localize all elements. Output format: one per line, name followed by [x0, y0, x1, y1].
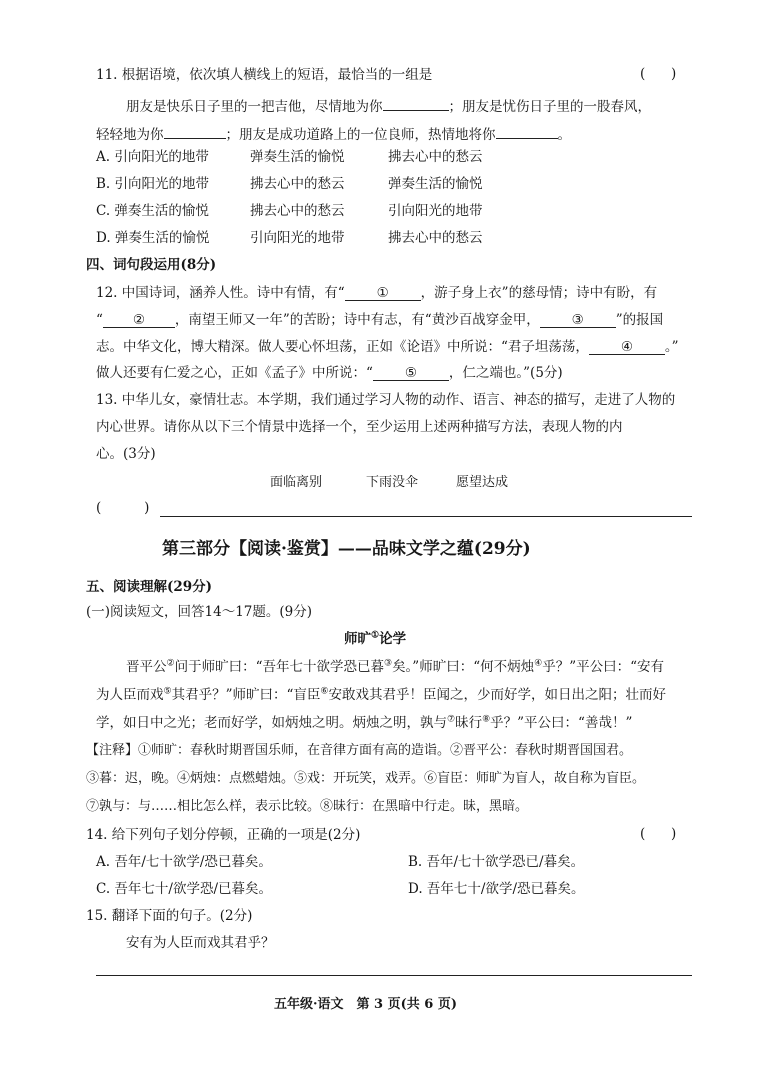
q15-sentence: 安有为人臣而戏其君乎？: [126, 935, 275, 951]
article-paragraph-line3: [96, 714, 632, 732]
q12-text: 。”: [664, 339, 679, 355]
q12-text: ，游子身上衣”的慈母情；诗中有盼，有: [420, 285, 658, 301]
article-title-text: 论学: [379, 631, 407, 647]
q12-blank-2[interactable]: ②: [103, 311, 175, 328]
q11-option-c[interactable]: C. 弹奏生活的愉悦: [96, 203, 209, 219]
q12-blank-3[interactable]: ③: [540, 311, 616, 328]
q11-option-b-part3: 弹奏生活的愉悦: [388, 176, 483, 192]
q12-text: ”的报国: [615, 312, 664, 328]
q11-blank-3[interactable]: [496, 122, 558, 139]
q11-text: ；朋友是忧伤日子里的一股春风，: [448, 99, 651, 115]
q12-line3: [96, 338, 679, 356]
article-title-text: 师旷: [344, 631, 371, 647]
footnote-mark: ⑤: [163, 686, 172, 697]
q12-text: 志。中华文化，博大精深。做人要心怀坦荡，正如《论语》中所说：“君子坦荡荡，: [96, 339, 589, 355]
q12-blank-4[interactable]: ④: [589, 338, 665, 355]
page-footer: 五年级·语文 第 3 页(共 6 页): [274, 997, 458, 1012]
q14-option-d[interactable]: D. 吾年七十/欲学/恐已暮矣。: [408, 881, 585, 897]
q14-answer-paren[interactable]: ( ): [640, 826, 677, 842]
footnote-mark: ①: [371, 630, 380, 641]
q12-line4: [96, 364, 563, 382]
footnote-mark: ②: [166, 658, 175, 669]
q15-stem: 15. 翻译下面的句子。(2分): [86, 908, 253, 924]
q12-text: ，仁之端也。”(5分): [448, 365, 563, 381]
footnote-mark: ④: [534, 658, 543, 669]
footnote-mark: ③: [383, 658, 393, 669]
q13-answer-line[interactable]: [160, 516, 692, 517]
q13-line1: 13. 中华儿女，豪情壮志。本学期，我们通过学习人物的动作、语言、神态的描写，走进了人物的: [96, 392, 676, 408]
q14-option-c[interactable]: C. 吾年七十/欲学恐/已暮矣。: [96, 881, 273, 897]
article-text: 晋平公: [126, 659, 167, 675]
notes-line1: 【注释】①师旷：春秋时期晋国乐师，在音律方面有高的造诣。②晋平公：春秋时期晋国国君。: [86, 743, 633, 758]
q12-text: “: [96, 312, 103, 328]
q12-blank-5[interactable]: ⑤: [373, 364, 449, 381]
q11-option-a[interactable]: A. 引向阳光的地带: [96, 149, 209, 165]
notes-line2: ③暮：迟，晚。④炳烛：点燃蜡烛。⑤戏：开玩笑，戏弄。⑥盲臣：师旷为盲人，故自称为盲臣。: [86, 771, 646, 786]
article-text: 为人臣而戏: [96, 687, 164, 703]
q12-text: ，南望王师又一年”的苦盼；诗中有志，有“黄沙百战穿金甲，: [174, 312, 540, 328]
q11-option-d-part3: 拂去心中的愁云: [388, 230, 483, 246]
q12-text: 做人还要有仁爱之心，正如《孟子》中所说：“: [96, 365, 373, 381]
article-text: 其君乎？”师旷曰：“盲臣: [171, 687, 321, 703]
subsection-1-heading: (一)阅读短文，回答14～17题。(9分): [86, 604, 313, 620]
q14-stem: 14. 给下列句子划分停顿，正确的一项是(2分): [86, 827, 361, 843]
article-text: 矣。”师旷曰：“何不炳烛: [392, 659, 535, 675]
footnote-mark: ⑥: [320, 686, 329, 697]
q11-option-c-part2: 拂去心中的愁云: [250, 203, 345, 219]
q14-option-a[interactable]: A. 吾年/七十欲学/恐已暮矣。: [96, 854, 272, 870]
footnote-mark: ⑧: [482, 714, 491, 725]
q11-answer-paren[interactable]: ( ): [640, 66, 677, 82]
q12-line2: [96, 311, 663, 329]
section-5-heading: 五、阅读理解(29分): [86, 579, 213, 595]
q11-option-a-part2: 弹奏生活的愉悦: [250, 149, 345, 165]
q11-stem: 11. 根据语境，依次填人横线上的短语，最恰当的一组是: [96, 67, 433, 83]
q14-option-b[interactable]: B. 吾年/七十欲学恐已/暮矣。: [408, 854, 585, 870]
q13-choice-3: 愿望达成: [456, 475, 509, 490]
article-title: [344, 630, 406, 648]
q12-blank-1[interactable]: ①: [345, 284, 421, 301]
article-text: 昧行: [455, 715, 483, 731]
article-text: 学，如日中之光；老而好学，如炳烛之明。炳烛之明，孰与: [96, 715, 447, 731]
q11-text: 轻轻地为你: [96, 127, 164, 143]
q13-line2: 内心世界。请你从以下三个情景中选择一个，至少运用上述两种描写方法，表现人物的内: [96, 419, 623, 435]
part-3-heading: 第三部分【阅读·鉴赏】——品味文学之蕴(29分): [162, 539, 531, 559]
article-text: 安敢戏其君乎！臣闻之，少而好学，如日出之阳；壮而好: [328, 687, 666, 703]
q11-passage-line1: [126, 94, 651, 116]
q11-option-b-part2: 拂去心中的愁云: [250, 176, 345, 192]
article-text: 乎？”平公曰：“善哉！”: [490, 715, 633, 731]
q13-choice-1: 面临离别: [270, 475, 323, 490]
article-paragraph-line2: [96, 686, 666, 704]
q11-option-c-part3: 引向阳光的地带: [388, 203, 483, 219]
notes-line3: ⑦孰与：与……相比怎么样，表示比较。⑧昧行：在黑暗中行走。昧，黑暗。: [86, 799, 529, 814]
section-4-heading: 四、词句段运用(8分): [86, 257, 217, 273]
article-paragraph-line1: [126, 658, 664, 676]
q12-line1: [96, 284, 657, 302]
article-text: 乎？”平公曰：“安有: [542, 659, 665, 675]
q12-text: 12. 中国诗词，涵养人性。诗中有情，有“: [96, 285, 345, 301]
q11-text: 朋友是快乐日子里的一把吉他，尽情地为你: [126, 99, 383, 115]
q11-option-d[interactable]: D. 弹奏生活的愉悦: [96, 230, 210, 246]
footer-rule: [96, 975, 692, 976]
q11-text: 。: [557, 127, 571, 143]
q11-option-a-part3: 拂去心中的愁云: [388, 149, 483, 165]
q11-option-d-part2: 引向阳光的地带: [250, 230, 345, 246]
q11-text: ；朋友是成功道路上的一位良师，热情地将你: [225, 127, 496, 143]
q13-choice-2: 下雨没伞: [366, 475, 419, 490]
q13-choice-paren[interactable]: ( ): [96, 500, 150, 516]
q11-option-b[interactable]: B. 引向阳光的地带: [96, 176, 210, 192]
footnote-mark: ⑦: [447, 714, 456, 725]
article-text: 问于师旷曰：“吾年七十欲学恐已暮: [174, 659, 384, 675]
q11-passage-line2: [96, 122, 571, 144]
q13-line3: 心。(3分): [96, 446, 156, 462]
q11-blank-1[interactable]: [383, 94, 449, 111]
q11-blank-2[interactable]: [164, 122, 226, 139]
